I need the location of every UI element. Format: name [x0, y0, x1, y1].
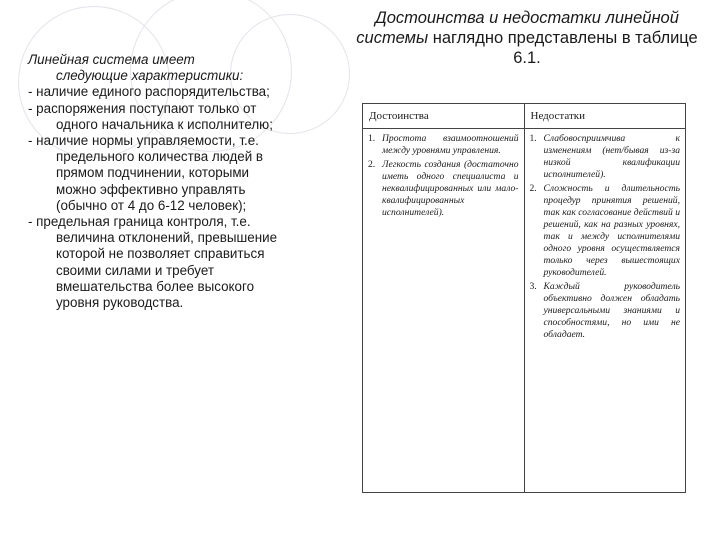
list-item-continuation: которой не позволяет справиться [56, 246, 265, 262]
header-advantages: Достоинства [363, 104, 525, 129]
intro-line-2: следующие характеристики: [56, 68, 244, 84]
intro-line-1: Линейная система имеет [28, 52, 195, 67]
disadvantage-item [530, 281, 681, 341]
list-item-continuation: своими силами и требует [56, 262, 214, 278]
list-item-first-line: - предельная граница контроля, т.е. [28, 214, 251, 230]
table-row [363, 129, 686, 493]
item-text: Сложность и длительность процедур принятия решений, так как согласование действий и решений, как на разных уровнях, так и между исполнителями одного уровня осуществляется только через вышестоящих руководителей. [543, 183, 680, 278]
list-item [28, 214, 328, 311]
advantage-item [368, 133, 519, 157]
table-header-row [363, 104, 686, 129]
intro-heading [28, 52, 328, 84]
advantages-cell [363, 129, 525, 493]
list-item-continuation: вмешательства более высокого [56, 278, 255, 294]
list-item-continuation: величина отклонений, превышение [56, 230, 278, 246]
list-item-continuation: (обычно от 4 до 6-12 человек); [56, 197, 247, 213]
list-item-continuation: одного начальника к исполнителю; [56, 116, 273, 132]
characteristics-list [28, 84, 328, 311]
item-number: 2. [368, 159, 376, 170]
header-disadvantages: Недостатки [524, 104, 686, 129]
title-italic: Достоинства и недостатки линейной системы [356, 9, 679, 47]
item-text: Каждый руководитель объективно должен обладать универсальными знаниями и способностями, но ими не обладает. [543, 281, 680, 340]
item-number: 1. [368, 133, 376, 144]
disadvantage-item [530, 133, 681, 181]
list-item-continuation: можно эффективно управлять [56, 181, 246, 197]
list-item-continuation: предельного количества людей в [56, 149, 264, 165]
item-text: Слабовосприимчива к изменениям (нет/бывая из-за низкой квалификации исполнителей). [543, 133, 680, 180]
item-number: 3. [529, 281, 537, 292]
left-text-block [28, 52, 328, 311]
disadvantage-item [530, 183, 681, 279]
section-title [352, 8, 702, 68]
list-item-first-line: - распоряжения поступают только от [28, 100, 257, 116]
list-item-continuation: прямом подчинении, которыми [56, 165, 250, 181]
item-text: Простота взаимоотношений между уровнями управления. [382, 133, 519, 156]
item-text: Легкость создания (достаточно иметь одного специалиста и неквалифицированных или мало-квалифицированных исполнителей). [382, 159, 519, 218]
comparison-table [362, 103, 686, 493]
advantage-item [368, 159, 519, 219]
list-item-continuation: уровня руководства. [56, 295, 184, 311]
item-number: 1. [529, 133, 537, 144]
list-item-first-line: - наличие нормы управляемости, т.е. [28, 133, 259, 149]
list-item-first-line: - наличие единого распорядительства; [28, 84, 270, 100]
item-number: 2. [529, 183, 537, 194]
list-item [28, 101, 328, 133]
list-item [28, 133, 328, 214]
title-rest: наглядно представлены в таблице 6.1. [428, 29, 698, 67]
list-item [28, 84, 328, 100]
disadvantages-cell [524, 129, 686, 493]
